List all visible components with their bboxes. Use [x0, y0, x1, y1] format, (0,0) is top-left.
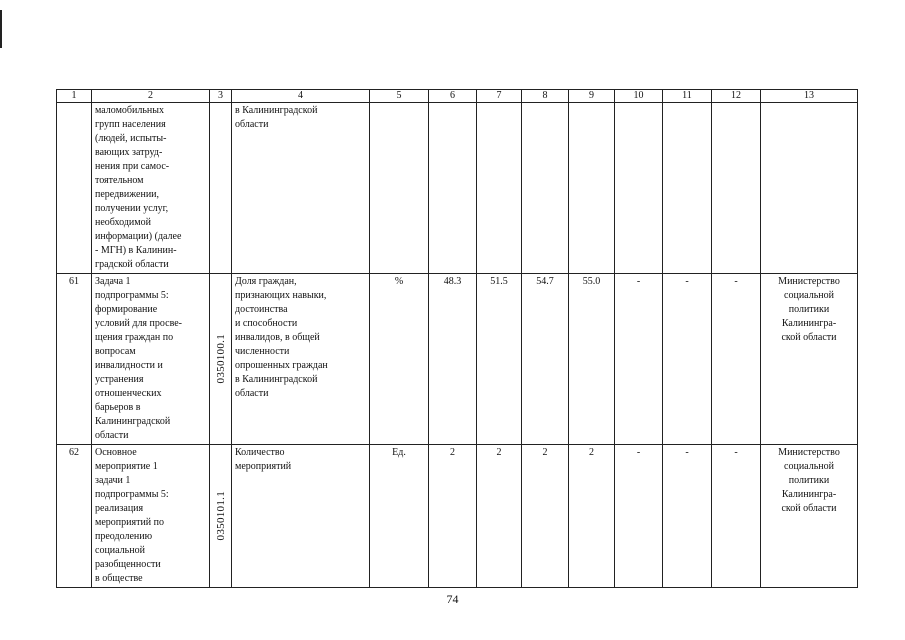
indicators-table [56, 89, 858, 588]
value-col-12: - [712, 445, 761, 588]
indicator-name: Количество мероприятий [232, 445, 370, 588]
value-col-10 [615, 103, 663, 274]
item-name: Основное мероприятие 1 задачи 1 подпрограммы 5: реализация мероприятий по преодолению социальной разобщенности в обществе [92, 445, 210, 588]
value-col-10: - [615, 274, 663, 445]
value-col-6: 48.3 [429, 274, 477, 445]
col-header: 9 [569, 90, 615, 103]
edge-mark [0, 10, 2, 48]
value-col-6: 2 [429, 445, 477, 588]
item-code-cell [210, 274, 232, 445]
col-header: 4 [232, 90, 370, 103]
row-number: 61 [57, 274, 92, 445]
value-col-7 [477, 103, 522, 274]
item-code: 0350101.1 [214, 491, 227, 541]
value-col-12: - [712, 274, 761, 445]
table-row [57, 103, 858, 274]
value-col-8: 54.7 [522, 274, 569, 445]
value-col-11: - [663, 274, 712, 445]
col-header: 12 [712, 90, 761, 103]
indicator-name: Доля граждан, признающих навыки, достоинства и способности инвалидов, в общей численности опрошенных граждан в Калининградской области [232, 274, 370, 445]
header-row [57, 90, 858, 103]
value-col-11 [663, 103, 712, 274]
value-col-10: - [615, 445, 663, 588]
col-header: 1 [57, 90, 92, 103]
item-name: Задача 1 подпрограммы 5: формирование условий для просве- щения граждан по вопросам инвалидности и устранения отношенческих барьеров в Калининградской области [92, 274, 210, 445]
responsible: Министерство социальной политики Калинингра- ской области [761, 274, 858, 445]
table-row [57, 274, 858, 445]
col-header: 10 [615, 90, 663, 103]
table-row [57, 445, 858, 588]
col-header: 5 [370, 90, 429, 103]
value-col-7: 51.5 [477, 274, 522, 445]
item-code: 0350100.1 [214, 334, 227, 384]
col-header: 6 [429, 90, 477, 103]
unit: % [370, 274, 429, 445]
unit: Ед. [370, 445, 429, 588]
value-col-9: 55.0 [569, 274, 615, 445]
value-col-9: 2 [569, 445, 615, 588]
value-col-12 [712, 103, 761, 274]
value-col-6 [429, 103, 477, 274]
value-col-9 [569, 103, 615, 274]
col-header: 3 [210, 90, 232, 103]
item-code [210, 103, 232, 274]
value-col-8 [522, 103, 569, 274]
item-name: маломобильных групп населения (людей, испыты- вающих затруд- нения при самос- тоятельном передвижении, получении услуг, необходимой информации) (далее - МГН) в Калинин- градской области [92, 103, 210, 274]
value-col-8: 2 [522, 445, 569, 588]
indicator-name: в Калининградской области [232, 103, 370, 274]
row-number: 62 [57, 445, 92, 588]
col-header: 13 [761, 90, 858, 103]
col-header: 7 [477, 90, 522, 103]
value-col-11: - [663, 445, 712, 588]
page-number: 74 [446, 592, 459, 606]
responsible [761, 103, 858, 274]
unit [370, 103, 429, 274]
col-header: 11 [663, 90, 712, 103]
col-header: 8 [522, 90, 569, 103]
row-number [57, 103, 92, 274]
responsible: Министерство социальной политики Калинингра- ской области [761, 445, 858, 588]
col-header: 2 [92, 90, 210, 103]
value-col-7: 2 [477, 445, 522, 588]
item-code-cell [210, 445, 232, 588]
